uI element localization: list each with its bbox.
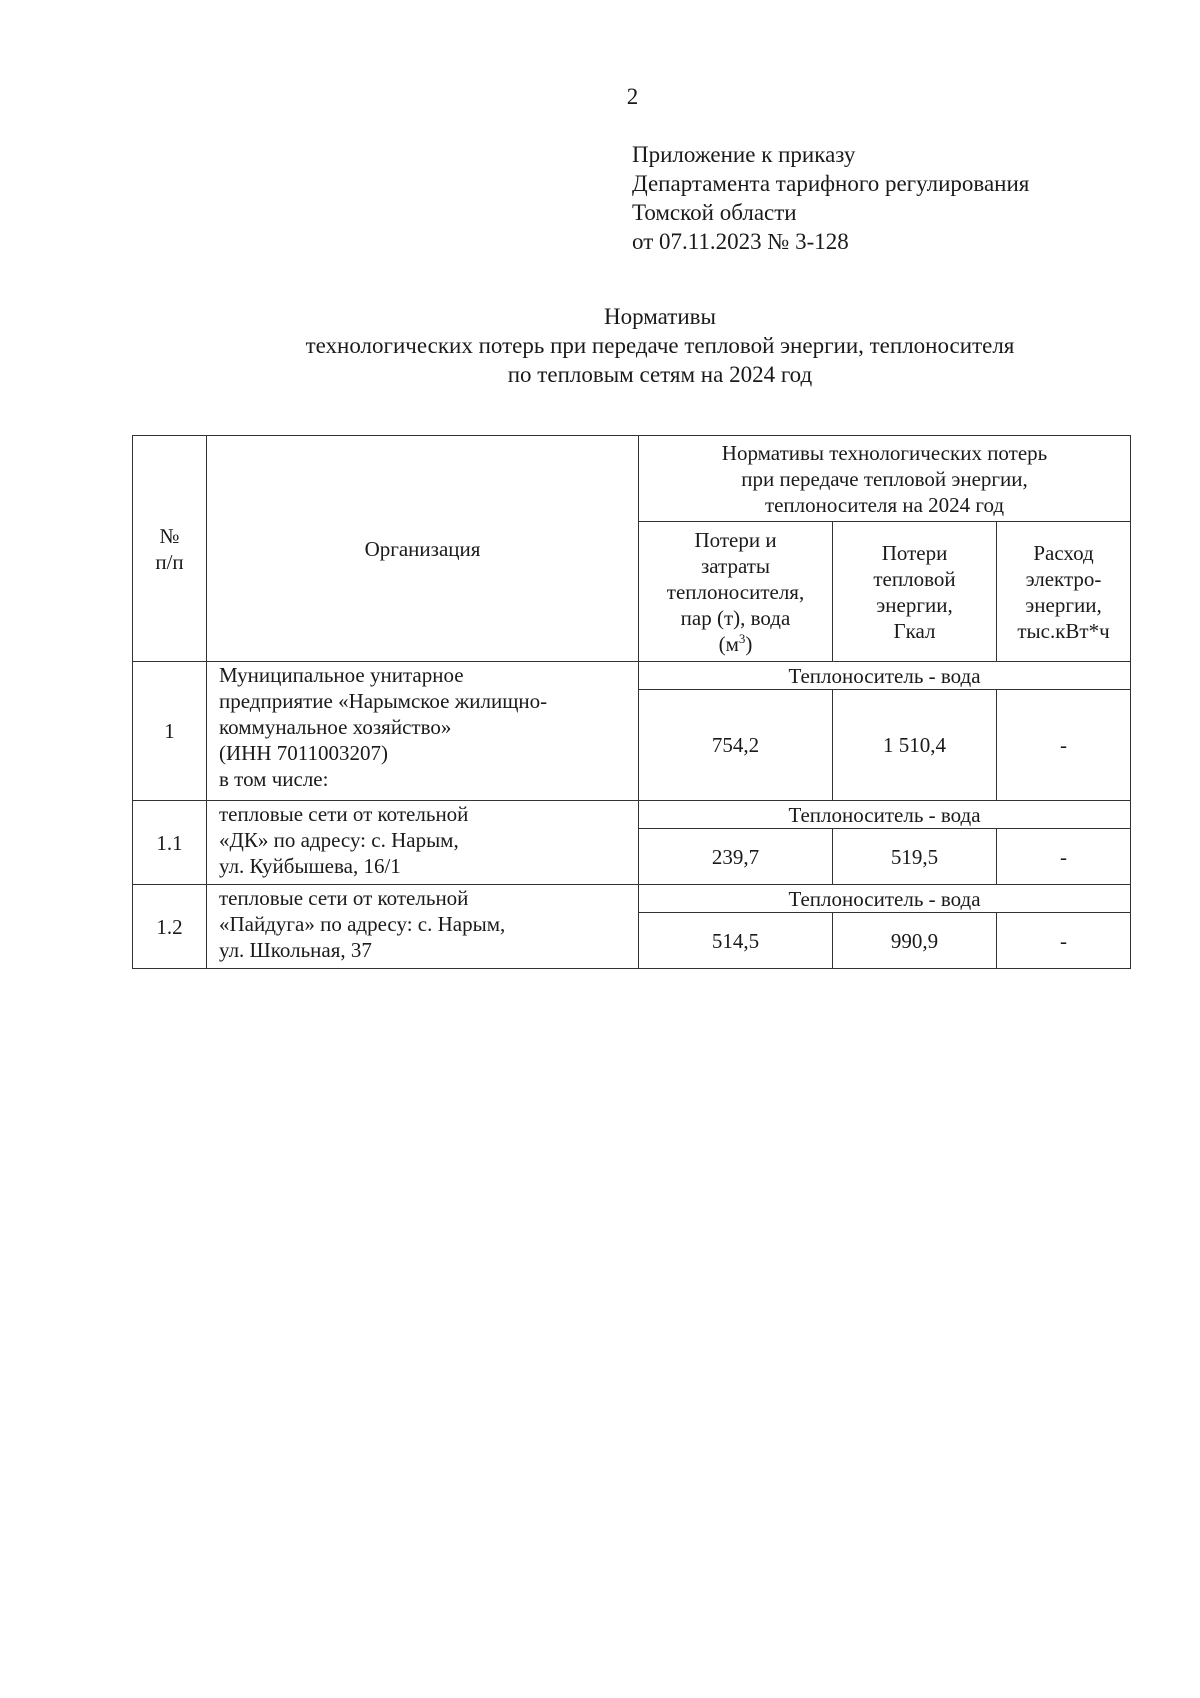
header-col1-line-2: затраты [700, 553, 771, 578]
header-number [133, 436, 207, 662]
norms-table [132, 435, 1131, 969]
document-title [130, 302, 1190, 389]
header-number-line-2: п/п [155, 549, 184, 574]
appendix-line-3: Томской области [632, 200, 797, 225]
row-number: 1.1 [133, 801, 207, 885]
org-line: предприятие «Нарымское жилищно- [219, 689, 548, 713]
row-organization [207, 801, 639, 885]
header-col2-line-1: Потери [881, 540, 948, 565]
row-electricity: - [997, 829, 1131, 885]
header-group-line-2: при передаче тепловой энергии, [741, 466, 1028, 491]
org-line: ул. Школьная, 37 [219, 938, 372, 962]
title-line-2: технологических потерь при передаче тепловой энергии, теплоносителя [305, 333, 1015, 358]
header-col2-line-4: Гкал [893, 618, 936, 643]
org-line: «ДК» по адресу: с. Нарым, [219, 828, 459, 852]
org-line: тепловые сети от котельной [219, 802, 469, 826]
row-number: 1 [133, 662, 207, 801]
title-line-1: Нормативы [604, 304, 716, 329]
header-number-line-1: № [159, 523, 180, 548]
header-col2-line-3: энергии, [876, 592, 953, 617]
header-col3-line-3: энергии, [1025, 592, 1102, 617]
row-organization [207, 885, 639, 969]
table-row [133, 885, 1131, 913]
org-line: Муниципальное унитарное [219, 663, 464, 687]
header-col1-unit-post: ) [745, 631, 753, 656]
row-electricity: - [997, 690, 1131, 801]
header-col2-line-2: тепловой [873, 566, 956, 591]
header-col1-unit-sup: 3 [738, 630, 746, 646]
row-coolant-type: Теплоноситель - вода [639, 885, 1131, 913]
header-col1-line-1: Потери и [694, 527, 777, 552]
title-line-3: по тепловым сетям на 2024 год [507, 362, 813, 387]
table-row [133, 662, 1131, 690]
row-coolant-losses: 514,5 [639, 913, 833, 969]
header-col1-unit-pre: (м [718, 631, 739, 656]
row-heat-losses: 990,9 [833, 913, 997, 969]
header-group-line-1: Нормативы технологических потерь [721, 440, 1048, 465]
row-heat-losses: 519,5 [833, 829, 997, 885]
org-line: тепловые сети от котельной [219, 886, 469, 910]
header-col3-line-1: Расход [1033, 540, 1094, 565]
appendix-line-2: Департамента тарифного регулирования [632, 171, 1030, 196]
org-line: коммунальное хозяйство» [219, 715, 452, 739]
header-organization: Организация [207, 436, 639, 662]
row-organization [207, 662, 639, 801]
table-row [133, 801, 1131, 829]
header-heat-losses [833, 522, 997, 662]
header-col1-line-5 [643, 631, 828, 657]
org-line: в том числе: [219, 767, 329, 791]
row-number: 1.2 [133, 885, 207, 969]
page-number: 2 [626, 84, 639, 109]
org-line: ул. Куйбышева, 16/1 [219, 854, 401, 878]
appendix-line-4: от 07.11.2023 № 3-128 [632, 229, 849, 254]
header-norms-group [639, 436, 1131, 522]
header-col1-line-3: теплоносителя, [666, 579, 805, 604]
row-electricity: - [997, 913, 1131, 969]
org-line: (ИНН 7011003207) [219, 741, 388, 765]
org-line: «Пайдуга» по адресу: с. Нарым, [219, 912, 506, 936]
row-heat-losses: 1 510,4 [833, 690, 997, 801]
header-row-group [133, 436, 1131, 522]
header-electricity [997, 522, 1131, 662]
appendix-header [632, 140, 1029, 256]
row-coolant-type: Теплоноситель - вода [639, 801, 1131, 829]
row-coolant-losses: 754,2 [639, 690, 833, 801]
header-col3-line-2: электро- [1025, 566, 1102, 591]
appendix-line-1: Приложение к приказу [632, 142, 856, 167]
header-col3-line-4: тыс.кВт*ч [1017, 618, 1110, 643]
header-col1-line-4: пар (т), вода [680, 605, 791, 630]
row-coolant-type: Теплоноситель - вода [639, 662, 1131, 690]
header-group-line-3: теплоносителя на 2024 год [764, 492, 1005, 517]
row-coolant-losses: 239,7 [639, 829, 833, 885]
header-coolant-losses [639, 522, 833, 662]
